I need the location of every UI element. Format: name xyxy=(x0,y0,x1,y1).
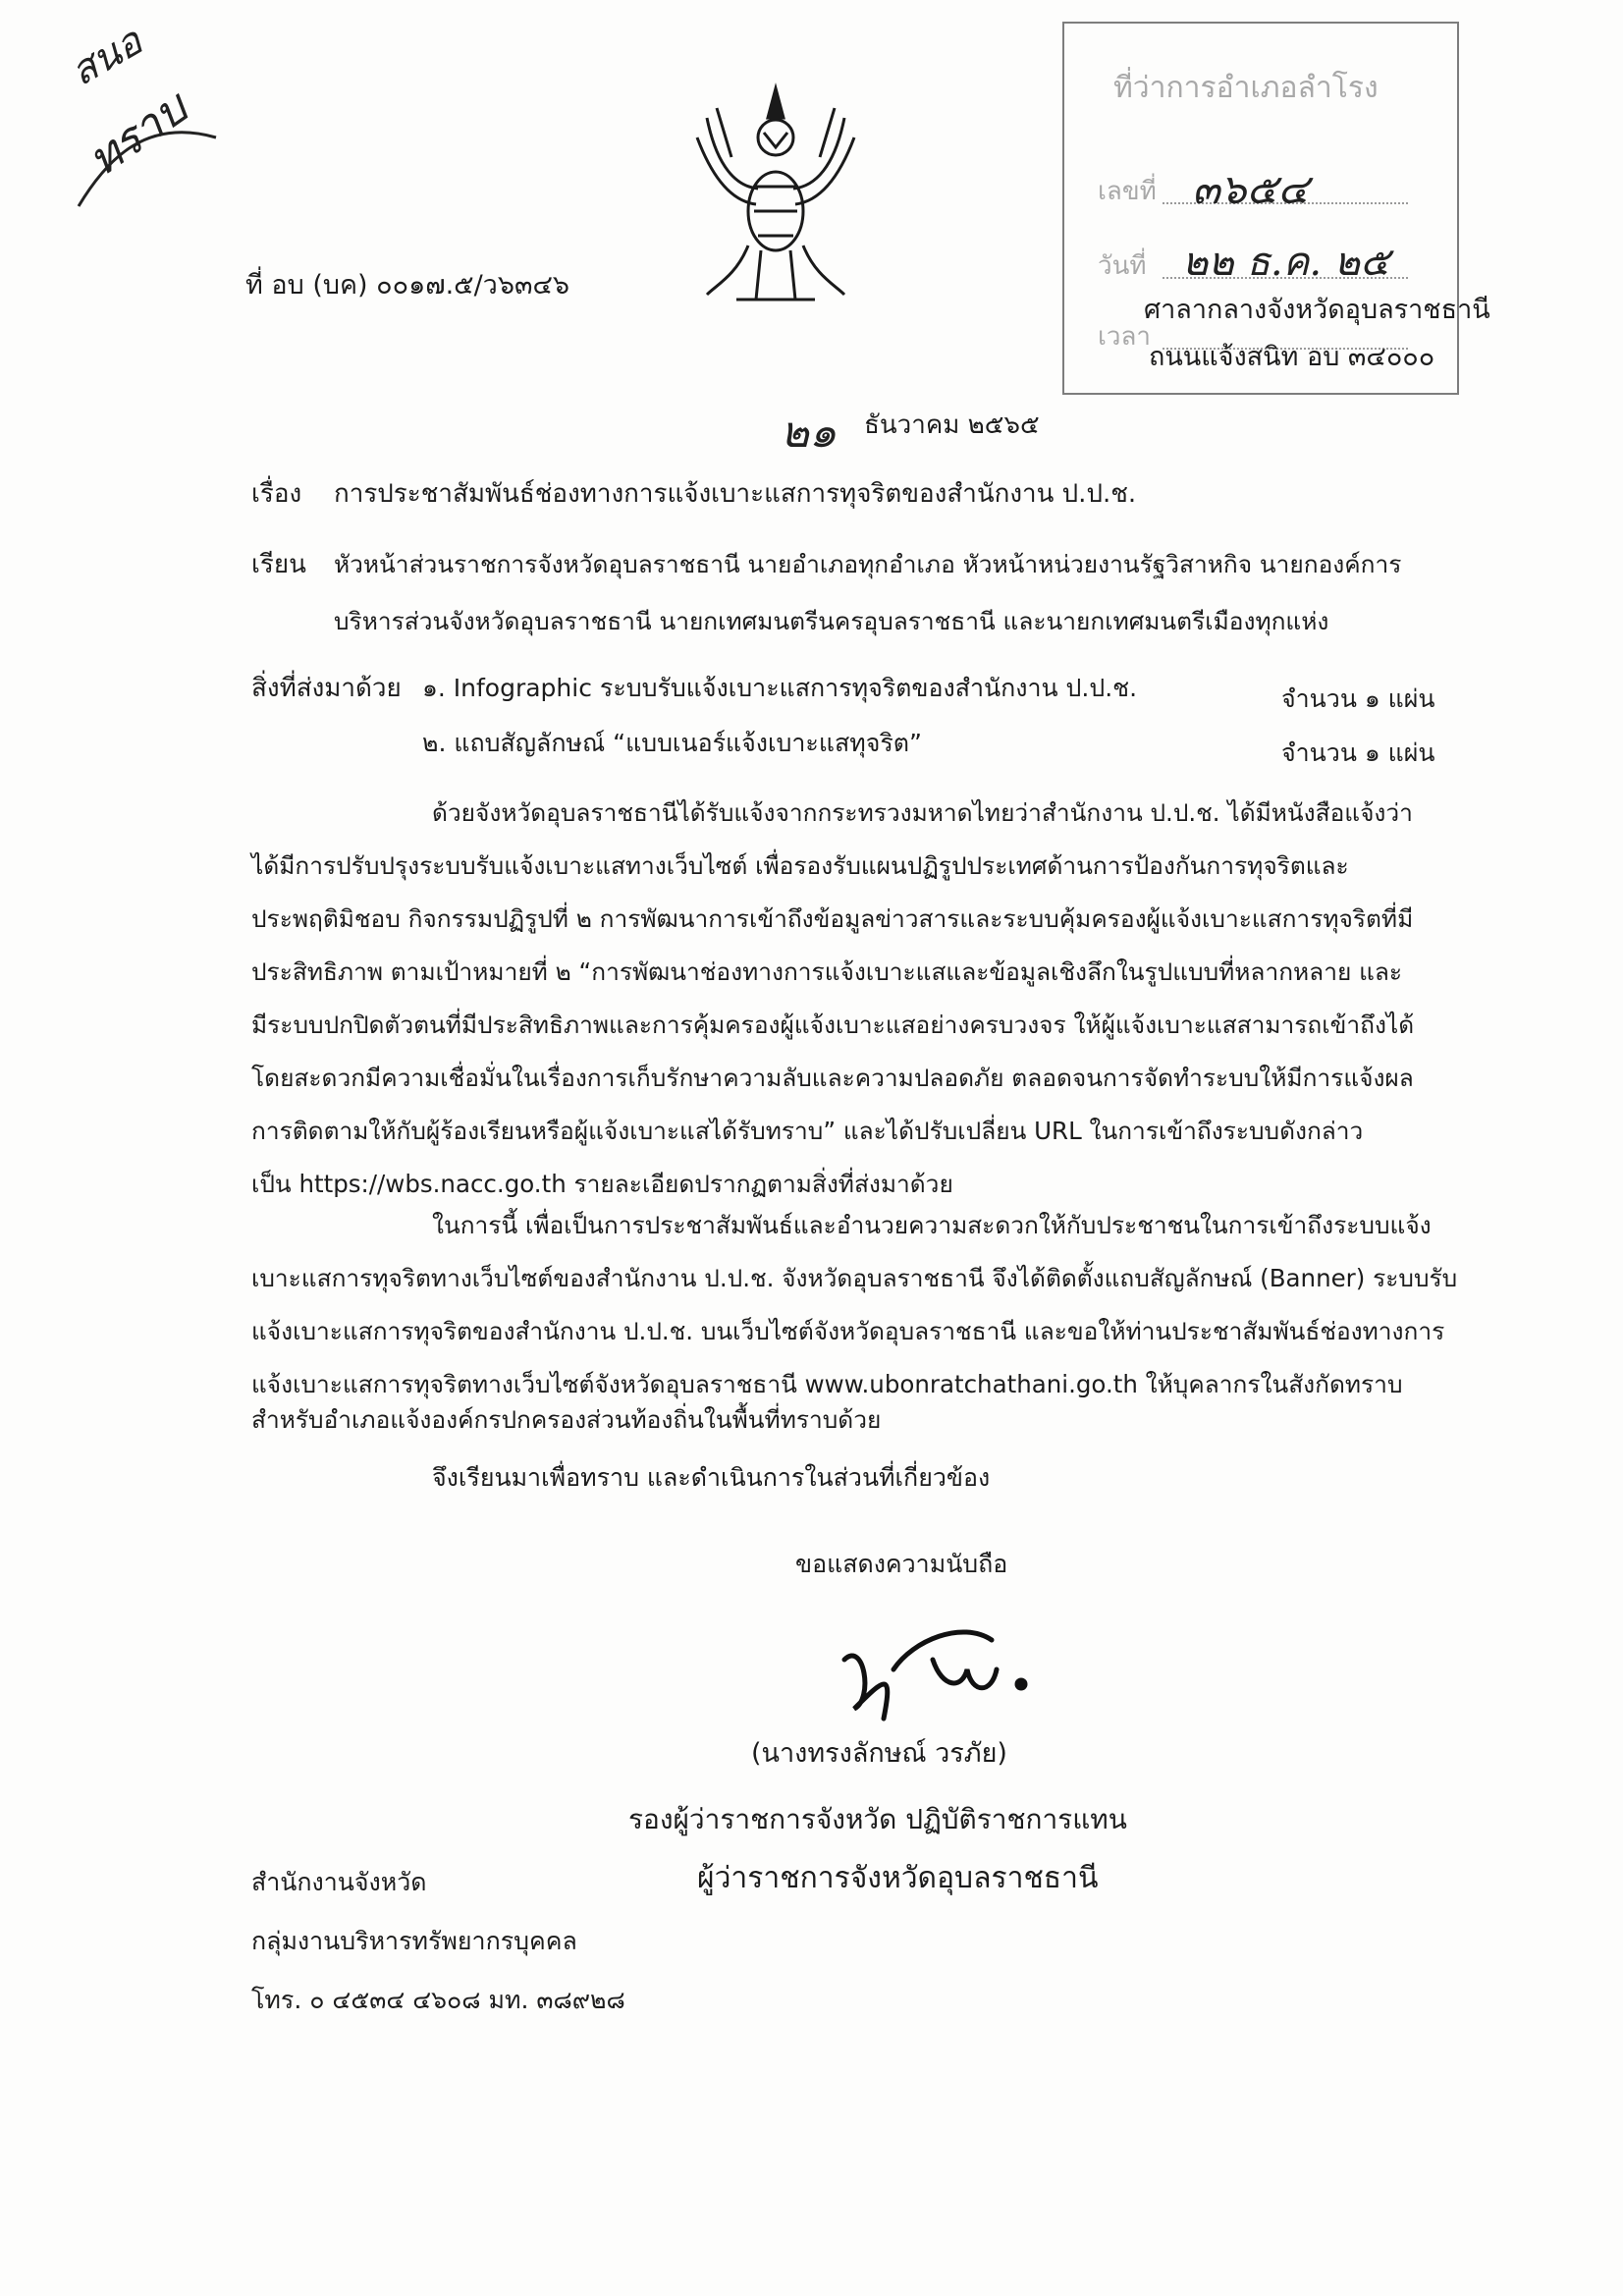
handwritten-note-line2: ทราบ xyxy=(78,81,197,187)
sender-address-line1: ศาลากลางจังหวัดอุบลราชธานี xyxy=(1144,295,1490,325)
handwritten-note-line1: สนอ xyxy=(63,19,150,95)
paragraph-1-line: มีระบบปกปิดตัวตนที่มีประสิทธิภาพและการคุ้มครองผู้แจ้งเบาะแสอย่างครบวงจร ให้ผู้แจ้งเบาะแสสามารถเข้าถึงได้ xyxy=(251,1011,1415,1039)
stamp-number-label: เลขที่ xyxy=(1098,177,1157,206)
stamp-office: ที่ว่าการอำเภอลำโรง xyxy=(1113,71,1379,105)
paragraph-2-line: แจ้งเบาะแสการทุจริตทางเว็บไซต์จังหวัดอุบลราชธานี www.ubonratchathani.go.th ให้บุคลากรในสังกัดทราบ xyxy=(251,1370,1403,1398)
salutation: ขอแสดงความนับถือ xyxy=(795,1550,1008,1578)
stamp-time-label: เวลา xyxy=(1098,322,1152,352)
paragraph-1-line: ประสิทธิภาพ ตามเป้าหมายที่ ๒ “การพัฒนาช่องทางการแจ้งเบาะแสและข้อมูลเชิงลึกในรูปแบบที่หลากหลาย และ xyxy=(251,957,1403,986)
subject-text: การประชาสัมพันธ์ช่องทางการแจ้งเบาะแสการทุจริตของสำนักงาน ป.ป.ช. xyxy=(334,479,1137,509)
recipient-line2: บริหารส่วนจังหวัดอุบลราชธานี นายกเทศมนตรีนครอุบลราชธานี และนายกเทศมนตรีเมืองทุกแห่ง xyxy=(334,607,1329,635)
closing-request: จึงเรียนมาเพื่อทราบ และดำเนินการในส่วนที่เกี่ยวข้อง xyxy=(432,1463,991,1492)
enclosure-item-2: ๒. แถบสัญลักษณ์ “แบบเนอร์แจ้งเบาะแสทุจริต” xyxy=(422,729,922,757)
signer-name: (นางทรงลักษณ์ วรภัย) xyxy=(751,1738,1007,1769)
paragraph-2-line: เบาะแสการทุจริตทางเว็บไซต์ของสำนักงาน ป.ป.ช. จังหวัดอุบลราชธานี จึงได้ติดตั้งแถบสัญลักษณ์ (Banner) ระบบรับ xyxy=(251,1264,1458,1292)
handwritten-squiggle xyxy=(39,59,236,226)
paragraph-2-line: สำหรับอำเภอแจ้งองค์กรปกครองส่วนท้องถิ่นในพื้นที่ทราบด้วย xyxy=(251,1405,882,1434)
recipient-line1: หัวหน้าส่วนราชการจังหวัดอุบลราชธานี นายอำเภอทุกอำเภอ หัวหน้าหน่วยงานรัฐวิสาหกิจ นายกองค์การ xyxy=(334,550,1402,578)
stamp-number-value: ๓๖๕๔ xyxy=(1192,165,1309,213)
paragraph-1-line: โดยสะดวกมีความเชื่อมั่นในเรื่องการเก็บรักษาความลับและความปลอดภัย ตลอดจนการจัดทำระบบให้มีการแจ้งผล xyxy=(251,1064,1414,1092)
signer-title-1: รองผู้ว่าราชการจังหวัด ปฏิบัติราชการแทน xyxy=(628,1803,1127,1835)
footer-office: สำนักงานจังหวัด xyxy=(251,1868,427,1896)
paragraph-2-line: แจ้งเบาะแสการทุจริตของสำนักงาน ป.ป.ช. บนเว็บไซต์จังหวัดอุบลราชธานี และขอให้ท่านประชาสัมพันธ์ช่องทางการ xyxy=(251,1317,1445,1345)
paragraph-1-line: เป็น https://wbs.nacc.go.th รายละเอียดปรากฏตามสิ่งที่ส่งมาด้วย xyxy=(251,1170,953,1198)
enclosures-label: สิ่งที่ส่งมาด้วย xyxy=(251,674,402,703)
enclosure-item-1: ๑. Infographic ระบบรับแจ้งเบาะแสการทุจริตของสำนักงาน ป.ป.ช. xyxy=(422,674,1138,702)
reference-number: ที่ อบ (บค) ๐๐๑๗.๕/ว๖๓๔๖ xyxy=(245,270,570,301)
paragraph-1-line: ด้วยจังหวัดอุบลราชธานีได้รับแจ้งจากกระทรวงมหาดไทยว่าสำนักงาน ป.ป.ช. ได้มีหนังสือแจ้งว่า xyxy=(432,798,1413,827)
receiving-stamp xyxy=(1062,22,1459,395)
recipient-label: เรียน xyxy=(251,550,306,579)
subject-label: เรื่อง xyxy=(251,479,302,509)
footer-division: กลุ่มงานบริหารทรัพยากรบุคคล xyxy=(251,1927,577,1955)
paragraph-1-line: ได้มีการปรับปรุงระบบรับแจ้งเบาะแสทางเว็บไซต์ เพื่อรองรับแผนปฏิรูปประเทศด้านการป้องกันการทุจริตและ xyxy=(251,851,1349,880)
handwritten-note xyxy=(39,20,236,216)
stamp-date-value: ๒๒ ธ.ค. ๒๕ xyxy=(1182,240,1390,285)
sender-address-line2: ถนนแจ้งสนิท อบ ๓๔๐๐๐ xyxy=(1149,342,1435,372)
paragraph-1-line: การติดตามให้กับผู้ร้องเรียนหรือผู้แจ้งเบาะแสได้รับทราบ” และได้ปรับเปลี่ยน URL ในการเข้าถึงระบบดังกล่าว xyxy=(251,1117,1364,1145)
paragraph-1-line: ประพฤติมิชอบ กิจกรรมปฏิรูปที่ ๒ การพัฒนาการเข้าถึงข้อมูลข่าวสารและระบบคุ้มครองผู้แจ้งเบาะแสการทุจริตที่มี xyxy=(251,904,1414,933)
garuda-emblem xyxy=(677,79,874,314)
stamp-date-label: วันที่ xyxy=(1098,251,1147,281)
enclosure-qty-2: จำนวน ๑ แผ่น xyxy=(1281,738,1435,767)
signer-title-2: ผู้ว่าราชการจังหวัดอุบลราชธานี xyxy=(697,1861,1099,1895)
date-month-year: ธันวาคม ๒๕๖๕ xyxy=(864,410,1040,440)
signature xyxy=(825,1601,1060,1728)
enclosure-qty-1: จำนวน ๑ แผ่น xyxy=(1281,684,1435,713)
paragraph-2-line: ในการนี้ เพื่อเป็นการประชาสัมพันธ์และอำนวยความสะดวกให้กับประชาชนในการเข้าถึงระบบแจ้ง xyxy=(432,1211,1432,1239)
footer-phone: โทร. ๐ ๔๕๓๔ ๔๖๐๘ มท. ๓๘๙๒๘ xyxy=(251,1986,625,2014)
date-day: ๒๑ xyxy=(781,408,837,458)
